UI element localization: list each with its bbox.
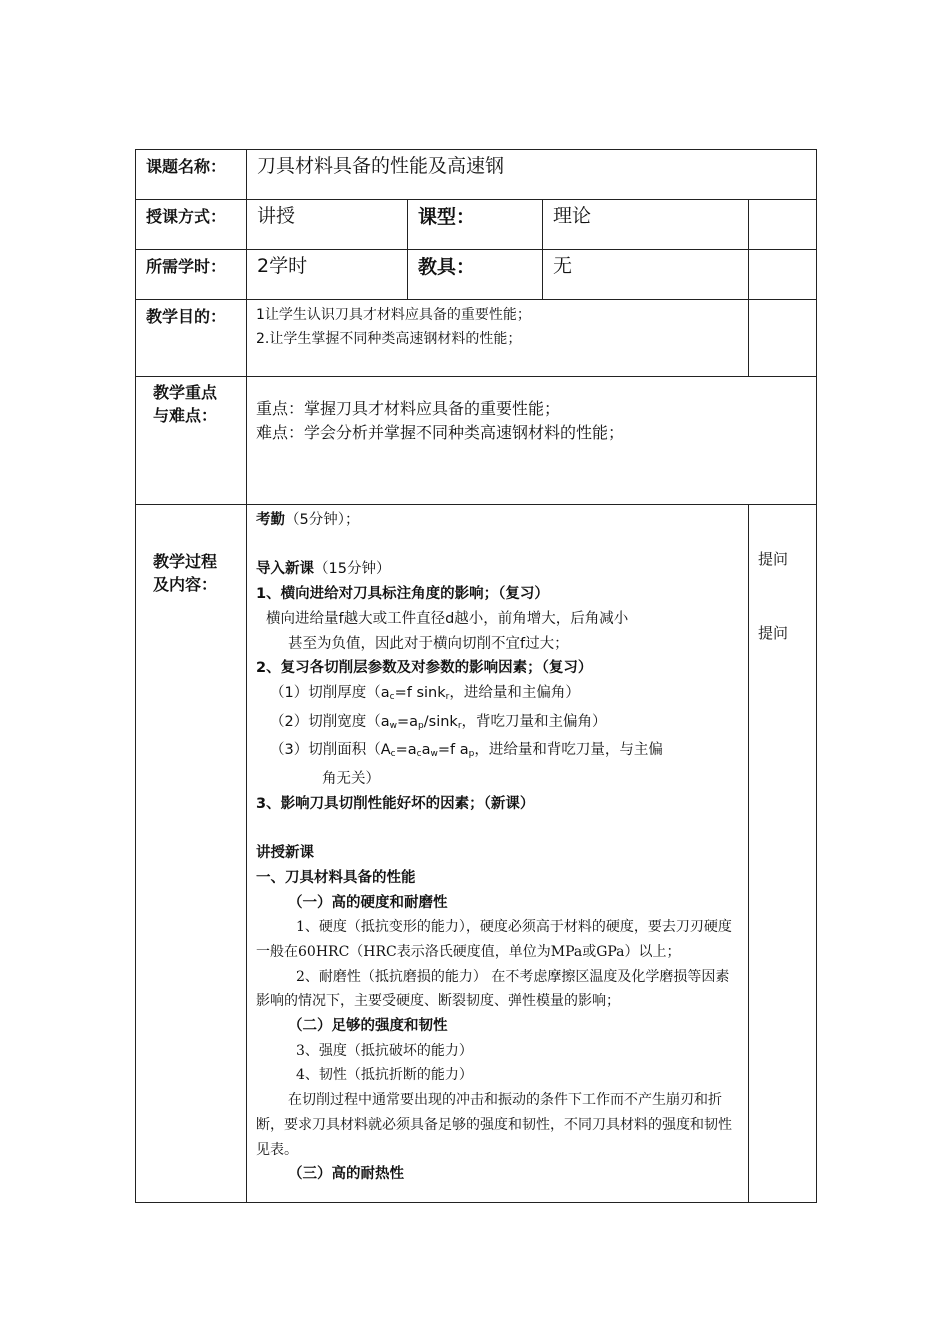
objective-row [136, 300, 817, 377]
keypoint-item: 难点：学会分析并掌握不同种类高速钢材料的性能； [256, 423, 625, 442]
subsection-heading: （三）高的耐热性 [288, 1166, 404, 1183]
review-item-2-sub3-cont: 角无关） [322, 771, 380, 788]
review-item-3: 3、影响刀具切削性能好坏的因素；（新课） [256, 795, 535, 812]
keypoints-row [136, 377, 817, 505]
strength-line: 3、强度（抵抗破坏的能力） [296, 1042, 473, 1059]
hours-row [136, 250, 817, 300]
topic-value: 刀具材料具备的性能及高速钢 [247, 150, 817, 200]
objective-label: 教学目的： [136, 300, 247, 377]
tools-label: 教具： [408, 250, 543, 300]
keypoints-label-line: 教学重点 [153, 383, 218, 402]
type-value: 理论 [543, 200, 749, 250]
side-note: 提问 [758, 550, 789, 568]
process-label-line: 及内容： [153, 575, 218, 594]
subsection-heading: （一）高的硬度和耐磨性 [288, 894, 448, 911]
topic-label: 课题名称： [136, 150, 247, 200]
method-row [136, 200, 817, 250]
method-value: 讲授 [247, 200, 408, 250]
process-label [136, 505, 247, 1203]
method-label: 授课方式： [136, 200, 247, 250]
subsection-heading: （二）足够的强度和韧性 [288, 1018, 448, 1035]
review-item-1-text: 横向进给量f越大或工件直径d越小，前角增大，后角减小 [266, 610, 629, 627]
process-side-notes [749, 505, 817, 1203]
review-item-1-text: 甚至为负值，因此对于横向切削不宜f过大； [288, 635, 569, 652]
keypoint-item: 重点：掌握刀具才材料应具备的重要性能； [256, 399, 561, 418]
new-lesson-heading: 讲授新课 [256, 845, 314, 862]
hours-label: 所需学时： [136, 250, 247, 300]
process-content [247, 505, 749, 1203]
impact-paragraph: 在切削过程中通常要出现的冲击和振动的条件下工作而不产生崩刃和折断，要求刀具材料就必须具备足够的强度和韧性，不同刀具材料的强度和韧性见表。 [256, 1092, 732, 1158]
process-row [136, 505, 817, 1203]
section-heading: 一、刀具材料具备的性能 [256, 869, 416, 886]
tools-extra-cell [749, 250, 817, 300]
lesson-plan-table [135, 149, 817, 1203]
intro-note: （15分钟） [314, 561, 391, 578]
objective-extra-cell [749, 300, 817, 377]
keypoints-label [136, 377, 247, 505]
intro-line [256, 557, 742, 582]
wear-paragraph: 2、耐磨性（抵抗磨损的能力） 在不考虑摩擦区温度及化学磨损等因素影响的情况下，主要受硬度、断裂韧度、弹性模量的影响； [256, 968, 730, 1010]
process-label-line: 教学过程 [153, 552, 218, 571]
attendance-line [256, 508, 742, 533]
objective-list [247, 300, 749, 377]
attendance-note: （5分钟）； [285, 512, 360, 528]
attendance-heading: 考勤 [256, 512, 285, 528]
hardness-paragraph: 1、硬度（抵抗变形的能力），硬度必须高于材料的硬度，要去刀刃硬度一般在60HRC（HRC表示洛氏硬度值，单位为MPa或GPa）以上； [256, 919, 732, 960]
topic-row [136, 150, 817, 200]
hours-value: 2学时 [247, 250, 408, 300]
review-item-2-sub3: （3）切削面积（$A_c=a_ca_w=f$ $a_p$，进给量和背吃刀量，与主偏 [270, 742, 663, 760]
review-item-2-sub2: （2）切削宽度（$a_w=a_p/\sin k_r$，背吃刀量和主偏角） [270, 713, 607, 731]
review-item-2: 2、复习各切削层参数及对参数的影响因素；（复习） [256, 660, 593, 677]
side-note: 提问 [758, 624, 789, 642]
toughness-line: 4、韧性（抵抗折断的能力） [296, 1067, 473, 1084]
intro-heading: 导入新课 [256, 561, 314, 578]
review-item-1: 1、横向进给对刀具标注角度的影响；（复习） [256, 586, 549, 603]
type-extra-cell [749, 200, 817, 250]
type-label: 课型： [408, 200, 543, 250]
review-item-2-sub1: （1）切削厚度（$a_c=f$ sink$_r$，进给量和主偏角） [270, 684, 580, 702]
tools-value: 无 [543, 250, 749, 300]
keypoints-list [247, 377, 817, 505]
objective-item: 1让学生认识刀具才材料应具备的重要性能； [256, 307, 531, 323]
objective-item: 2.让学生掌握不同种类高速钢材料的性能； [256, 331, 522, 347]
keypoints-label-line: 与难点： [153, 406, 218, 425]
